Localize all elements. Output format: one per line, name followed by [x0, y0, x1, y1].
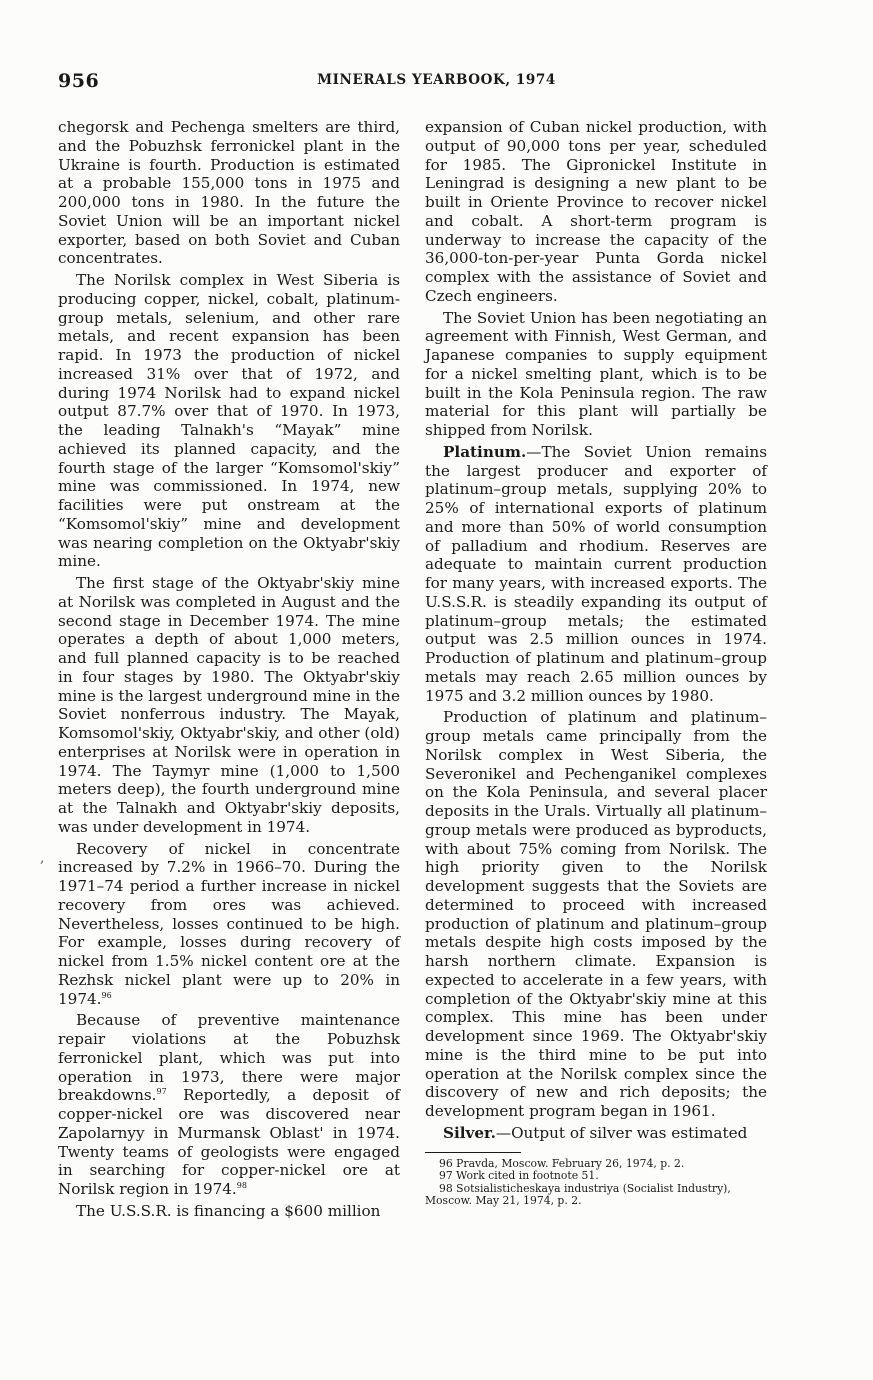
footnote-ref: 98: [236, 1180, 247, 1190]
paragraph-text: Because of preventive maintenance repair violations at the Pobuzhsk ferronickel plant, which was put into operation in 1973, there were major breakdowns.: [58, 1011, 400, 1105]
footnote: 97 Work cited in footnote 51.: [439, 1169, 599, 1182]
paragraph-text: Recovery of nickel in concentrate increased by 7.2% in 1966–70. During the 1971–74 period a further increase in nickel recovery from ores was achieved. Nevertheless, losses continued to be high. For example, losses during recovery of nickel from 1.5% nickel content ore at the Rezhsk nickel plant were up to 20% in 1974.: [58, 839, 400, 1008]
paragraph-text: —Output of silver was estimated: [495, 1123, 748, 1142]
margin-mark: ,: [40, 850, 45, 866]
paragraph: The first stage of the Oktyabr'skiy mine at Norilsk was completed in August and the second stage in December 1974. The mine operates a depth of about 1,000 meters, and full planned capacity is to be reached in four stages by 1980. The Oktyabr'skiy mine is the largest underground mine in the Soviet nonferrous industry. The Mayak, Komsomol'skiy, Oktyabr'skiy, and other (old) enterprises at Norilsk were in operation in 1974. The Taymyr mine (1,000 to 1,500 meters deep), the fourth underground mine at the Talnakh and Oktyabr'skiy deposits, was under development in 1974.: [58, 574, 400, 836]
paragraph: [425, 443, 767, 706]
paragraph: [425, 1124, 767, 1143]
footnote-ref: 96: [101, 990, 112, 1000]
footnote: 98 Sotsialisticheskaya industriya (Socialist Industry), Moscow. May 21, 1974, p. 2.: [425, 1181, 731, 1207]
paragraph: chegorsk and Pechenga smelters are third, and the Pobuzhsk ferronickel plant in the Ukraine is fourth. Production is estimated at a probable 155,000 tons in 1975 and 200,000 tons in 1980. In the future the Soviet Union will be an important nickel exporter, based on both Soviet and Cuban concentrates.: [58, 118, 400, 268]
left-column: [58, 118, 400, 1221]
footnote: 96 Pravda, Moscow. February 26, 1974, p. 2.: [439, 1156, 685, 1170]
running-title: MINERALS YEARBOOK, 1974: [317, 72, 556, 88]
paragraph: expansion of Cuban nickel production, with output of 90,000 tons per year, scheduled for 1985. The Gipronickel Institute in Leningrad is designing a new plant to be built in Oriente Province to recover nickel and cobalt. A short-term program is underway to increase the capacity of the 36,000-ton-per-year Punta Gorda nickel complex with the assistance of Soviet and Czech engineers.: [425, 118, 767, 305]
footnote-divider: [425, 1152, 521, 1153]
paragraph: [58, 840, 400, 1009]
paragraph-text: —The Soviet Union remains the largest producer and exporter of platinum–group metals, supplying 20% to 25% of international exports of platinum and more than 50% of world consumption of palladium and rhodium. Reserves are adequate to maintain current production for many years, with increased exports. The U.S.S.R. is steadily expanding its output of platinum–group metals; the estimated output was 2.5 million ounces in 1974. Production of platinum and platinum–group metals may reach 2.65 million ounces by 1975 and 3.2 million ounces by 1980.: [425, 442, 767, 705]
footnote-ref: 97: [156, 1087, 167, 1097]
paragraph-text: Reportedly, a deposit of copper-nickel ore was discovered near Zapolarnyy in Murmansk Oblast' in 1974. Twenty teams of geologists were engaged in searching for copper-nickel ore at Norilsk region in 1974.: [58, 1086, 400, 1198]
paragraph: The Soviet Union has been negotiating an agreement with Finnish, West German, and Japanese companies to supply equipment for a nickel smelting plant, which is to be built in the Kola Peninsula region. The raw material for this plant will partially be shipped from Norilsk.: [425, 308, 767, 439]
section-heading-silver: Silver.: [443, 1123, 496, 1142]
section-heading-platinum: Platinum.: [443, 442, 527, 461]
paragraph: The U.S.S.R. is financing a $600 million: [76, 1201, 381, 1220]
footnotes: [425, 1158, 767, 1208]
right-column: [425, 118, 767, 1208]
paragraph: Production of platinum and platinum–group metals came principally from the Norilsk complex in West Siberia, the Severonikel and Pechenganikel complexes on the Kola Peninsula, and several placer deposits in the Urals. Virtually all platinum–group metals were produced as byproducts, with about 75% coming from Norilsk. The high priority given to the Norilsk development suggests that the Soviets are determined to proceed with increased production of platinum and platinum–group metals despite high costs imposed by the harsh northern climate. Expansion is expected to accelerate in a few years, with completion of the Oktyabr'skiy mine at this complex. This mine has been under development since 1969. The Oktyabr'skiy mine is the third mine to be put into operation at the Norilsk complex since the discovery of new and rich deposits; the development program began in 1961.: [425, 708, 767, 1120]
paragraph: [58, 1011, 400, 1199]
paragraph: The Norilsk complex in West Siberia is producing copper, nickel, cobalt, platinum-group metals, selenium, and other rare metals, and recent expansion has been rapid. In 1973 the production of nickel increased 31% over that of 1972, and during 1974 Norilsk had to expand nickel output 87.7% over that of 1970. In 1973, the leading Talnakh's “Mayak” mine achieved its planned capacity, and the fourth stage of the larger “Komsomol'skiy” mine was commissioned. In 1974, new facilities were put onstream at the “Komsomol'skiy” mine and development was nearing completion on the Oktyabr'skiy mine.: [58, 271, 400, 571]
page-number: 956: [58, 70, 100, 92]
